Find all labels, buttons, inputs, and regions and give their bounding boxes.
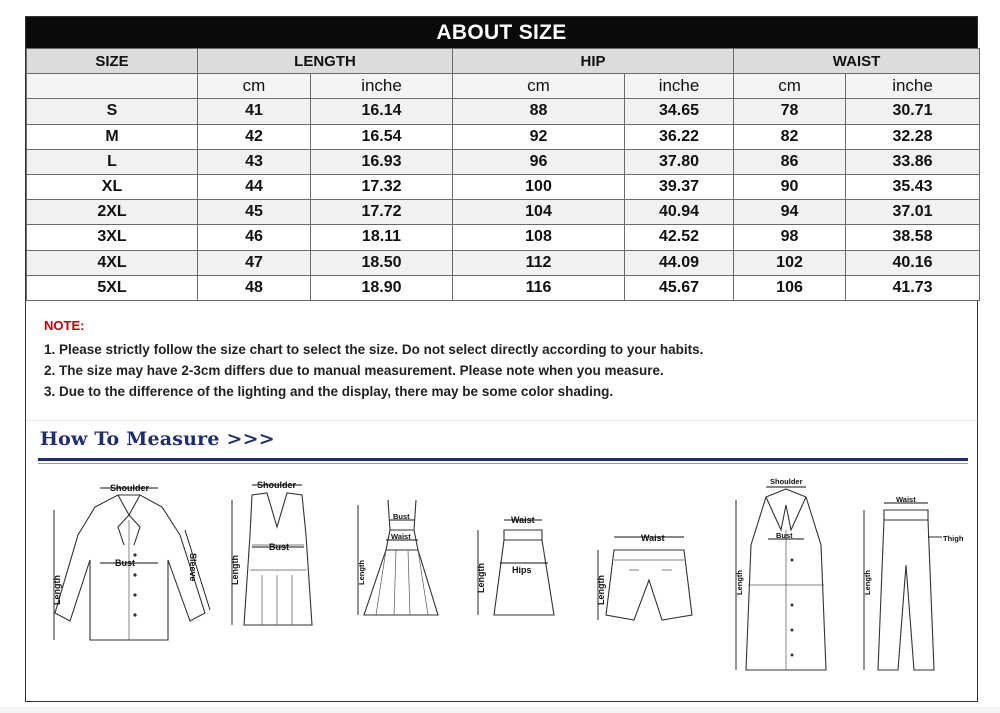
- size-cell: XL: [27, 174, 198, 199]
- waist-label: Waist: [511, 515, 535, 525]
- tank-top-illustration: [222, 475, 332, 645]
- table-cell: 82: [734, 124, 846, 149]
- bottom-strip: [0, 707, 1000, 713]
- length-label: Length: [596, 575, 606, 605]
- group-header-hip: HIP: [453, 49, 734, 74]
- measure-title-rule: [38, 458, 968, 461]
- table-cell: 16.54: [311, 124, 453, 149]
- skirt-illustration: [466, 475, 576, 645]
- unit-cell: cm: [453, 74, 625, 99]
- size-column-header: SIZE: [27, 49, 198, 74]
- table-row: [27, 174, 980, 199]
- bust-label: Bust: [269, 542, 289, 552]
- table-cell: 78: [734, 99, 846, 124]
- bust-label: Bust: [115, 558, 135, 568]
- thigh-label: Thigh: [943, 534, 964, 543]
- table-cell: 16.14: [311, 99, 453, 124]
- size-cell: 4XL: [27, 250, 198, 275]
- size-cell: S: [27, 99, 198, 124]
- table-cell: 112: [453, 250, 625, 275]
- table-cell: 30.71: [846, 99, 980, 124]
- table-cell: 45: [198, 200, 311, 225]
- units-blank-cell: [27, 74, 198, 99]
- table-cell: 104: [453, 200, 625, 225]
- size-chart-frame: [25, 16, 978, 702]
- table-cell: 45.67: [625, 275, 734, 300]
- table-cell: 94: [734, 200, 846, 225]
- table-cell: 41: [198, 99, 311, 124]
- table-cell: 37.01: [846, 200, 980, 225]
- size-cell: M: [27, 124, 198, 149]
- note-line-1: 1. Please strictly follow the size chart to select the size. Do not select directly according to your habits.: [44, 342, 704, 357]
- table-cell: 98: [734, 225, 846, 250]
- note-line-3: 3. Due to the difference of the lighting and the display, there may be some color shading.: [44, 384, 614, 399]
- table-cell: 90: [734, 174, 846, 199]
- bust-label: Bust: [393, 512, 410, 521]
- measure-title-rule-thin: [38, 463, 968, 464]
- table-cell: 43: [198, 149, 311, 174]
- table-cell: 106: [734, 275, 846, 300]
- table-cell: 36.22: [625, 124, 734, 149]
- blouse-illustration: [40, 475, 220, 655]
- table-cell: 100: [453, 174, 625, 199]
- table-row: [27, 200, 980, 225]
- waist-label: Waist: [641, 533, 665, 543]
- table-cell: 88: [453, 99, 625, 124]
- how-to-measure-title: How To Measure >>>: [40, 428, 275, 450]
- unit-cell: inche: [846, 74, 980, 99]
- table-cell: 42.52: [625, 225, 734, 250]
- table-cell: 47: [198, 250, 311, 275]
- size-cell: 2XL: [27, 200, 198, 225]
- table-cell: 16.93: [311, 149, 453, 174]
- table-cell: 34.65: [625, 99, 734, 124]
- table-cell: 18.50: [311, 250, 453, 275]
- table-cell: 44.09: [625, 250, 734, 275]
- section-divider: [26, 420, 977, 421]
- unit-cell: cm: [734, 74, 846, 99]
- table-cell: 33.86: [846, 149, 980, 174]
- length-label: Length: [52, 575, 62, 605]
- length-label: Length: [735, 570, 744, 595]
- length-label: Length: [476, 563, 486, 593]
- coat-illustration: [726, 475, 846, 685]
- table-row: [27, 250, 980, 275]
- size-cell: L: [27, 149, 198, 174]
- table-row: [27, 124, 980, 149]
- table-cell: 116: [453, 275, 625, 300]
- dress-illustration: [346, 475, 456, 645]
- length-label: Length: [357, 560, 366, 585]
- table-row: [27, 225, 980, 250]
- table-cell: 42: [198, 124, 311, 149]
- bust-label: Bust: [776, 531, 793, 540]
- table-cell: 40.94: [625, 200, 734, 225]
- table-cell: 18.90: [311, 275, 453, 300]
- size-chart-title: ABOUT SIZE: [26, 17, 977, 48]
- size-cell: 5XL: [27, 275, 198, 300]
- size-cell: 3XL: [27, 225, 198, 250]
- table-cell: 40.16: [846, 250, 980, 275]
- length-label: Length: [230, 555, 240, 585]
- table-cell: 108: [453, 225, 625, 250]
- table-cell: 46: [198, 225, 311, 250]
- group-header-row: [27, 49, 980, 74]
- table-cell: 35.43: [846, 174, 980, 199]
- table-cell: 18.11: [311, 225, 453, 250]
- trousers-illustration: [856, 475, 976, 685]
- hips-label: Hips: [512, 565, 532, 575]
- table-row: [27, 275, 980, 300]
- table-cell: 38.58: [846, 225, 980, 250]
- table-cell: 44: [198, 174, 311, 199]
- shoulder-label: Shoulder: [257, 480, 297, 490]
- table-cell: 96: [453, 149, 625, 174]
- notes-section: [44, 318, 944, 402]
- shorts-illustration: [584, 475, 704, 645]
- waist-label: Waist: [896, 495, 916, 504]
- units-header-row: [27, 74, 980, 99]
- shoulder-label: Shoulder: [110, 483, 150, 493]
- table-row: [27, 99, 980, 124]
- shoulder-label: Shoulder: [770, 477, 803, 486]
- table-row: [27, 149, 980, 174]
- size-table: [26, 48, 980, 301]
- table-cell: 41.73: [846, 275, 980, 300]
- group-header-length: LENGTH: [198, 49, 453, 74]
- table-cell: 86: [734, 149, 846, 174]
- table-cell: 32.28: [846, 124, 980, 149]
- unit-cell: inche: [311, 74, 453, 99]
- waist-label: Waist: [391, 532, 411, 541]
- unit-cell: cm: [198, 74, 311, 99]
- table-cell: 39.37: [625, 174, 734, 199]
- sleeve-label: Sleeve: [188, 553, 198, 582]
- table-cell: 17.72: [311, 200, 453, 225]
- table-cell: 17.32: [311, 174, 453, 199]
- note-line-2: 2. The size may have 2-3cm differs due to manual measurement. Please note when you measure.: [44, 363, 664, 378]
- group-header-waist: WAIST: [734, 49, 980, 74]
- note-title: NOTE:: [44, 318, 85, 333]
- unit-cell: inche: [625, 74, 734, 99]
- table-cell: 48: [198, 275, 311, 300]
- length-label: Length: [863, 570, 872, 595]
- table-cell: 37.80: [625, 149, 734, 174]
- table-cell: 102: [734, 250, 846, 275]
- table-cell: 92: [453, 124, 625, 149]
